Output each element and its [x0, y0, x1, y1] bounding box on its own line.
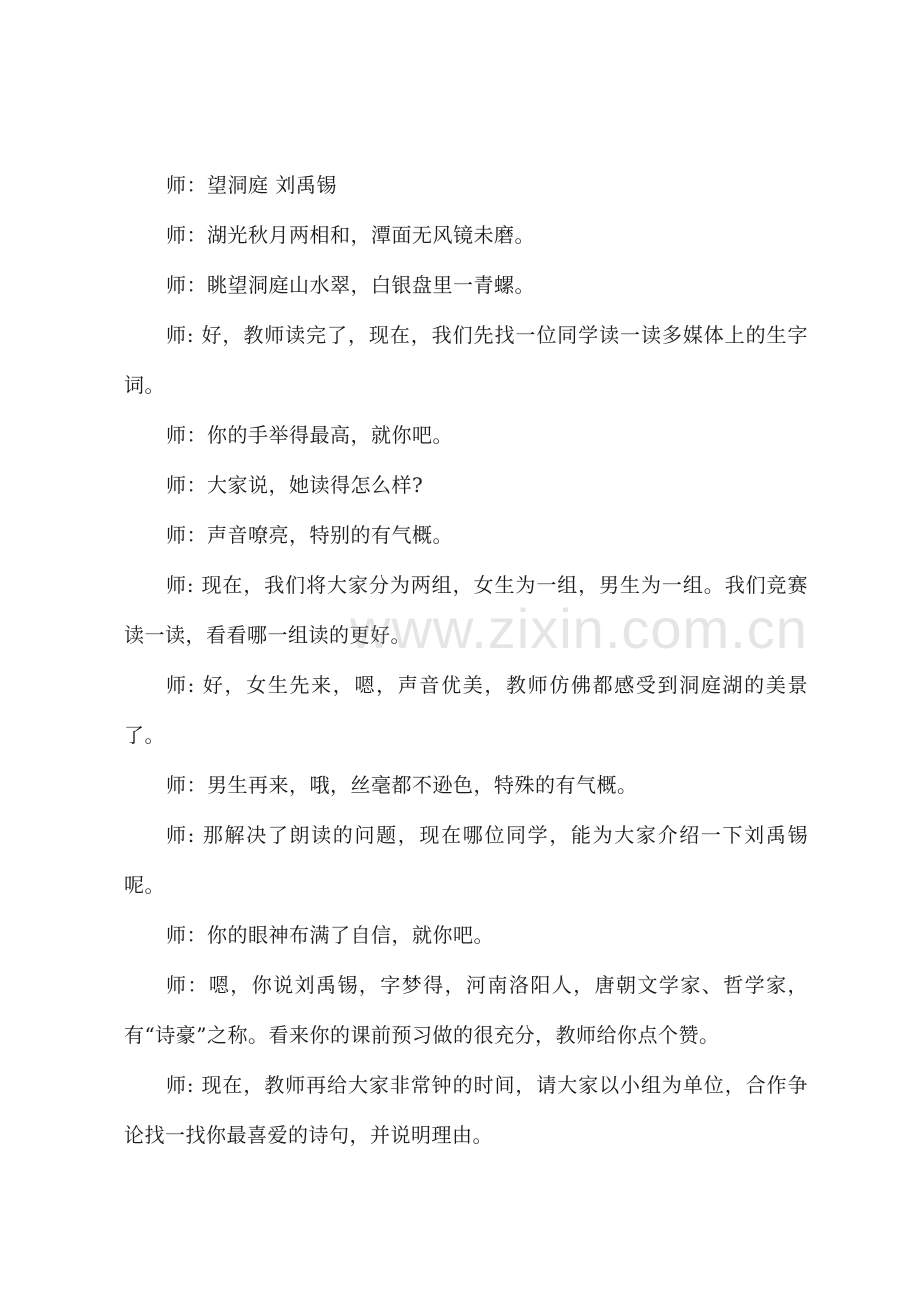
paragraph-10: 师：男生再来，哦，丝毫都不逊色，特殊的有气概。	[166, 773, 638, 797]
paragraph-1: 师：望洞庭 刘禹锡	[166, 173, 337, 197]
paragraph-6: 师：大家说，她读得怎么样?	[166, 473, 424, 497]
paragraph-5: 师：你的手举得最高，就你吧。	[166, 423, 453, 447]
paragraph-9: 师: 好，女生先来，嗯，声音优美，教师仿佛都感受到洞庭湖的美景了。	[124, 673, 808, 747]
paragraph-8: 师: 现在，我们将大家分为两组，女生为一组，男生为一组。我们竞赛读一读，看看哪一组读的更好。	[124, 573, 808, 647]
paragraph-7: 师：声音嘹亮，特别的有气概。	[166, 523, 453, 547]
paragraph-3: 师：眺望洞庭山水翠，白银盘里一青螺。	[166, 273, 535, 297]
paragraph-11: 师: 那解决了朗读的问题，现在哪位同学，能为大家介绍一下刘禹锡呢。	[124, 823, 808, 897]
watermark: www.zixin.com.cn	[350, 597, 808, 660]
paragraph-12: 师：你的眼神布满了自信，就你吧。	[166, 923, 494, 947]
paragraph-14: 师: 现在，教师再给大家非常钟的时间，请大家以小组为单位，合作争论找一找你最喜爱的诗句，并说明理由。	[124, 1073, 808, 1147]
paragraph-13: 师：嗯，你说刘禹锡，字梦得，河南洛阳人，唐朝文学家、哲学家，有“诗豪”之称。看来你的课前预习做的很充分，教师给你点个赞。	[124, 973, 808, 1047]
document-body	[124, 160, 808, 1160]
paragraph-4: 师: 好，教师读完了，现在，我们先找一位同学读一读多媒体上的生字词。	[124, 323, 808, 397]
paragraph-2: 师：湖光秋月两相和，潭面无风镜未磨。	[166, 223, 535, 247]
